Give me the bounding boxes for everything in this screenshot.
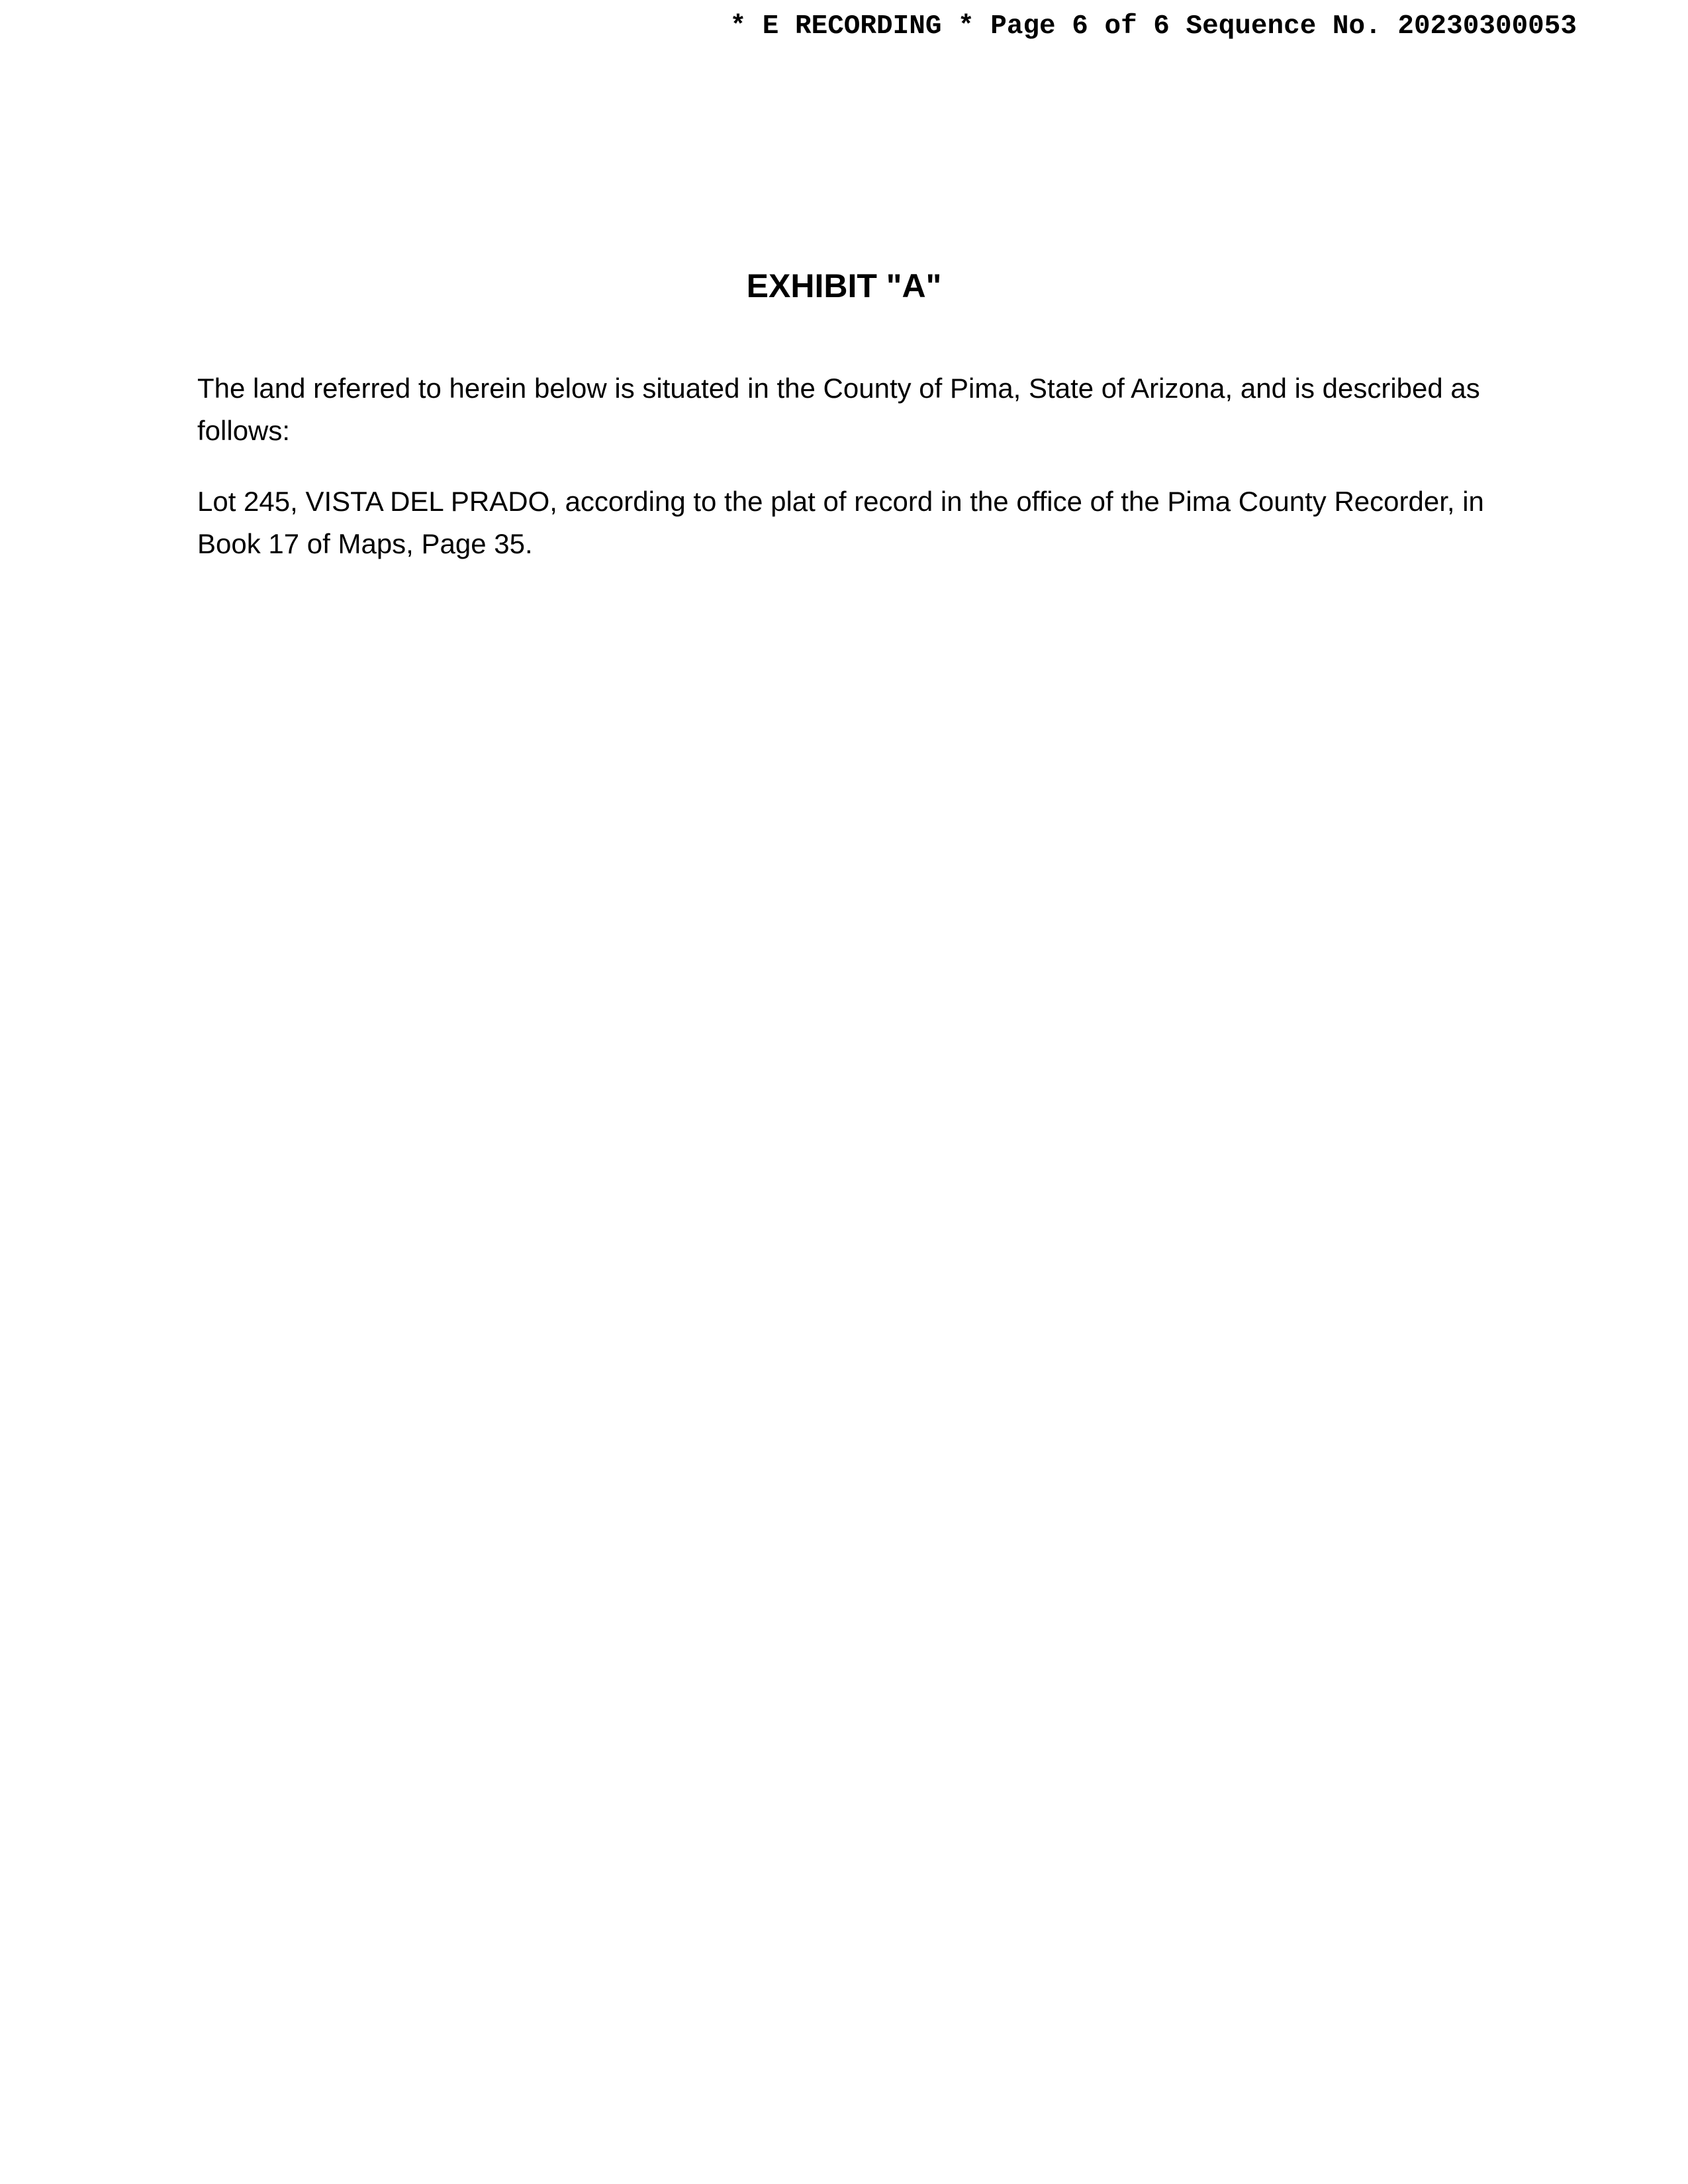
legal-description-paragraph: Lot 245, VISTA DEL PRADO, according to the plat of record in the office of the Pima County Recorder, in Book 17 of Maps, Page 35. xyxy=(197,486,1484,559)
land-location-paragraph: The land referred to herein below is situated in the County of Pima, State of Arizona, and is described as follows: xyxy=(197,373,1480,446)
exhibit-title: EXHIBIT "A" xyxy=(746,267,942,304)
recording-stamp-header: * E RECORDING * Page 6 of 6 Sequence No. 20230300053 xyxy=(729,11,1577,42)
